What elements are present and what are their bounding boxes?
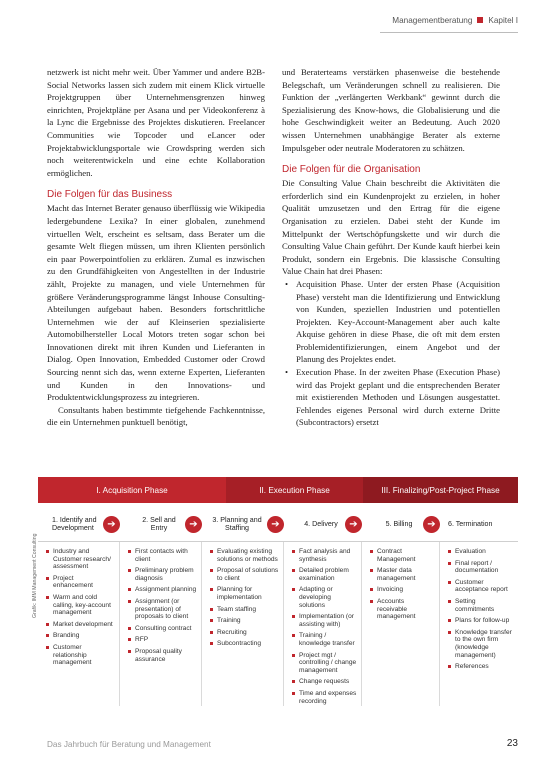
list-item: Detailed problem examination [292, 567, 357, 582]
phase-bar [38, 477, 518, 503]
list-item: Branding [46, 632, 115, 640]
list-item: Industry and Customer research/ assessment [46, 548, 115, 571]
left-paragraph-1: netzwerk ist nicht mehr weit. Über Yammer und andere B2B-Social Networks lassen sich zudem mit einem Klick virtuelle Projektgruppen über Unternehmensgrenzen hinweg einrichten, Projektpläne per Asana und per Videokonferenz à la Lync die Ergebnisse des Projektes diskutieren. Freelancer Communities wie Topcoder und eLancer oder Projektabwicklungsportale wie Crowdspring werden sich noch weiterentwickeln und eine echte Kollaboration ermöglichen. [47, 67, 265, 178]
figure-credit: Grafik: IMM Management Consulting [32, 533, 38, 618]
list-item: Warm and cold calling, key-account management [46, 594, 115, 617]
right-paragraph-2: Die Consulting Value Chain beschreibt die Aktivitäten die erforderlich sind ein Kundenprojekt zu erzielen, in hoher Qualität umzusetzen und den Ertrag für die eigene Organisation zu erzielen. Dabei steht der Kunde im Mittelpunkt der Wertschöpfungskette und wir durch die Consulting Value Chain geführt. Der Kunde kauft hierbei kein Produkt, sondern ein Ergebnis. Die klassische Consulting Value Chain hat drei Phasen: [282, 178, 500, 277]
list-item: Implementation (or assisting with) [292, 613, 357, 628]
activities-termination [440, 542, 518, 706]
step-5 [362, 510, 440, 538]
left-column [47, 66, 265, 429]
step-1 [38, 510, 120, 538]
list-item: Project enhancement [46, 575, 115, 590]
activities-delivery [284, 542, 362, 706]
left-heading: Die Folgen für das Business [47, 189, 173, 201]
list-item: Training / knowledge transfer [292, 632, 357, 647]
list-item: Subcontracting [210, 640, 279, 648]
list-item: Adapting or developing solutions [292, 586, 357, 609]
consulting-value-chain-figure [38, 477, 518, 712]
list-item: Customer relationship management [46, 644, 115, 667]
activities-billing [362, 542, 440, 706]
activities-sell [120, 542, 202, 706]
list-item: Setting commitments [448, 598, 514, 613]
step-2 [120, 510, 202, 538]
list-item: Customer acceptance report [448, 579, 514, 594]
bullet-execution: • Execution Phase. In der zweiten Phase (Execution Phase) wird das Projekt geplant und die entsprechenden Berater mit existierenden Methoden und Lösungen ausgestattet. Fehlendes eigenes Personal wird durch externe Dritte (Subcontractors) ersetzt [282, 366, 500, 429]
phase-bullet-list [282, 278, 500, 429]
footer-publication: Das Jahrbuch für Beratung und Management [47, 740, 211, 749]
list-item: References [448, 663, 514, 671]
step-5-label: 5. Billing [385, 519, 413, 528]
arrow-right-icon: ➔ [185, 516, 202, 533]
list-item: Market development [46, 621, 115, 629]
list-item: Recruiting [210, 629, 279, 637]
list-item: Planning for implementation [210, 586, 279, 601]
phase-execution: II. Execution Phase [226, 477, 363, 503]
right-heading: Die Folgen für die Organisation [282, 164, 421, 176]
list-item: Evaluating existing solutions or methods [210, 548, 279, 563]
list-item: Preliminary problem diagnosis [128, 567, 197, 582]
list-item: Consulting contract [128, 625, 197, 633]
activities-planning [202, 542, 284, 706]
step-4 [284, 510, 362, 538]
running-header [392, 14, 518, 26]
list-item: Plans for follow-up [448, 617, 514, 625]
list-item: Fact analysis and synthesis [292, 548, 357, 563]
step-2-label: 2. Sell and Entry [142, 515, 176, 532]
list-item: Invoicing [370, 586, 435, 594]
list-item: Time and expenses recording [292, 690, 357, 705]
page-number: 23 [506, 738, 518, 749]
right-column [282, 66, 500, 429]
list-item: Proposal quality assurance [128, 648, 197, 663]
right-paragraph-1: und Beraterteams verstärken phasenweise die bestehende Belegschaft, um Veränderungen schnell zu realisieren. Die Funktion der „verlängerten Werkbank“ gewinnt durch die Spezialisierung des Know-hows, die Globalisierung und die hohe Geschwindigkeit weiter an Bedeutung. Auch 2020 wissen Unternehmen unabhängige Berater als externe Impulsgeber oder neutrale Moderatoren zu schätzen. [282, 67, 500, 153]
header-chapter: Kapitel I [488, 15, 518, 25]
list-item: Project mgt / controlling / change management [292, 652, 357, 675]
activities-identify [38, 542, 120, 706]
list-item: Knowledge transfer to the own firm (knowledge management) [448, 629, 514, 659]
list-item: Team staffing [210, 606, 279, 614]
list-item: First contacts with client [128, 548, 197, 563]
list-item: Training [210, 617, 279, 625]
phase-acquisition: I. Acquisition Phase [38, 477, 226, 503]
left-paragraph-2: Macht das Internet Berater genauso überflüssig wie Wikipedia ledergebundene Lexika? In einer globalen, zunehmend virtuellen Welt, erscheint es seltsam, dass Berater um die gesamte Welt fliegen müssen, um ihren Klienten persönlich ein paar Powerpointfolien zu erklären. Zumal es inzwischen zu den Grundfähigkeiten von Angestellten in der Industrie zählt, Projekte zu managen, und viele Unternehmen für größere Veränderungsprogramme längst Inhouse Consulting-Abteilungen aufgebaut haben. Besonders fortschrittliche Unternehmen wie der auf Kleinserien spezialisierte Automobilhersteller Local Motors treten sogar schon bei Innovationen direkt mit ihren Kunden und Lieferanten in Dialog. Open Innovation, Embedded Customer oder Crowd Sourcing nennt sich das, wenn externe Experten, Lieferanten und Kunden in den Innovations- und Produktentwicklungsprozess zu integrieren. [47, 203, 265, 403]
step-4-label: 4. Delivery [304, 519, 338, 528]
left-paragraph-3: Consultants haben bestimmte tiefgehende Fachkenntnisse, die ein Unternehmen punktuell benötigt, [47, 404, 265, 428]
list-item: Master data management [370, 567, 435, 582]
header-square-icon [477, 17, 483, 23]
activity-grid [38, 541, 518, 706]
list-item: Accounts receivable management [370, 598, 435, 621]
step-6 [440, 510, 518, 538]
arrow-right-icon: ➔ [345, 516, 362, 533]
step-3 [202, 510, 284, 538]
list-item: Assignment planning [128, 586, 197, 594]
list-item: Proposal of solutions to client [210, 567, 279, 582]
list-item: RFP [128, 636, 197, 644]
list-item: Change requests [292, 678, 357, 686]
list-item: Evaluation [448, 548, 514, 556]
bullet-acquisition: • Acquisition Phase. Unter der ersten Phase (Acquisition Phase) versteht man die Identifizierung und Entwicklung von Kunden, speziellen Industrien und potentiellen Projekten. Key-Account-Management aber auch kalte Akquise gehören in diese Phase, die oft mit dem ersten Problemidentifizierungen, einem Angebot und der Planung des Projektes endet. [282, 278, 500, 366]
list-item: Final report / documentation [448, 560, 514, 575]
list-item: Assignment (or presentation) of proposals to client [128, 598, 197, 621]
step-3-label: 3. Planning and Staffing [212, 515, 262, 532]
phase-finalizing: III. Finalizing/Post-Project Phase [363, 477, 518, 503]
arrow-right-icon: ➔ [267, 516, 284, 533]
list-item: Contract Management [370, 548, 435, 563]
header-section: Managementberatung [392, 15, 473, 25]
header-rule [380, 32, 518, 33]
arrow-right-icon: ➔ [423, 516, 440, 533]
arrow-right-icon: ➔ [103, 516, 120, 533]
step-1-label: 1. Identify and Development [52, 515, 97, 532]
step-row [38, 510, 518, 538]
step-6-label: 6. Termination [448, 519, 493, 528]
